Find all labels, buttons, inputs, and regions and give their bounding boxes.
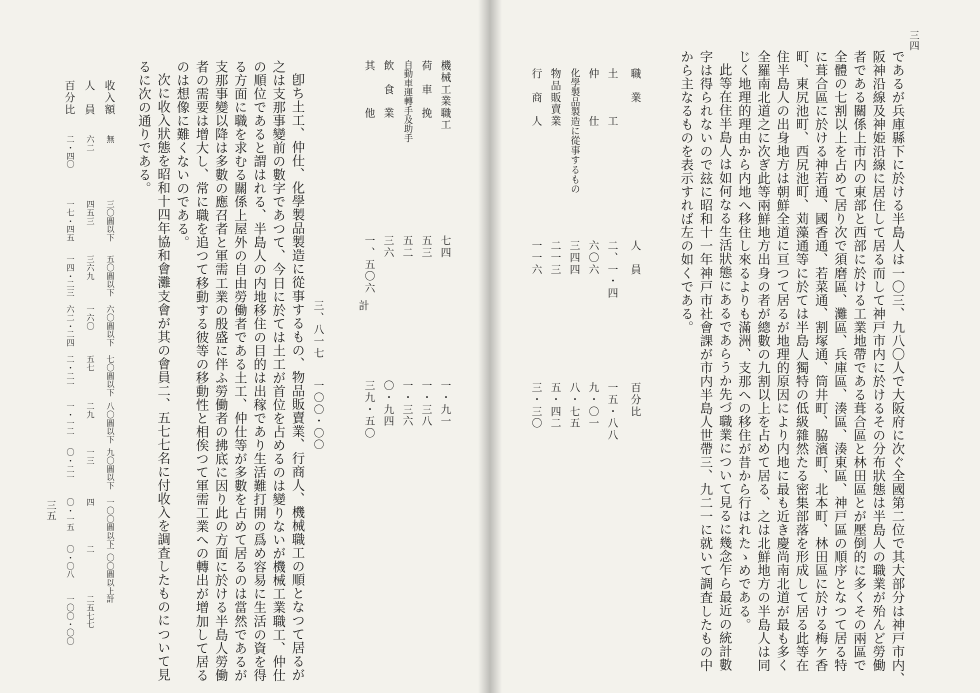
- table-row-persons: 七四: [439, 235, 452, 259]
- income-header-value: 三〇圓以下: [106, 200, 115, 242]
- table-header-occupation: 職 業: [629, 68, 642, 104]
- income-persons-value: 一三: [86, 448, 95, 465]
- table-row-percent: 一・三六: [401, 380, 414, 428]
- table-row-persons: 二一三: [549, 240, 562, 276]
- body-line: 之は支那事變前の數字であつて、今日に於ては土工が首位を占めるのは變りないが機械工業職工、仲仕: [269, 60, 285, 682]
- income-percent-value: 〇・一五: [66, 498, 75, 532]
- page-number: 三四: [907, 30, 918, 51]
- body-line: 次に收入狀態を昭和十四年協和會灘支會が其の會員二、五七七名に付收入を調査したものについて見: [154, 73, 170, 682]
- table-row-occupation: 行 商 人: [530, 68, 543, 127]
- table-row-occupation: 物品販賣業: [549, 68, 562, 127]
- income-header-value: 六〇圓以下: [106, 305, 115, 347]
- income-percent-value: 一〇〇・〇〇: [66, 595, 75, 646]
- income-percent-value: 一・一二: [66, 402, 75, 436]
- table-row-percent: 三九・五〇: [363, 380, 376, 439]
- income-percent-value: 〇・二一: [66, 448, 75, 482]
- income-header-value: 一〇〇圓以下: [106, 498, 115, 549]
- body-line: 阪神沿線及神姫沿線に居住して居る而して神戸市内に於けるその分布狀態は半島人の職業が殆んど勞働: [869, 50, 885, 672]
- table-total-percent: 一〇〇・〇〇: [312, 380, 325, 451]
- income-header-value: 九〇圓以下: [106, 448, 115, 490]
- table-row-percent: 九・〇一: [587, 382, 600, 430]
- income-percent-value: 六二・二四: [66, 305, 75, 347]
- table-row-occupation: 自動車運轉手及助手: [402, 60, 412, 143]
- table-row-occupation: 仲 仕: [587, 68, 600, 127]
- table-row-percent: 〇・九四: [382, 380, 395, 428]
- table-row-persons: 二、一・四: [606, 240, 619, 299]
- table-row-persons: 五二: [401, 235, 414, 259]
- income-header-value: 七〇圓以下: [106, 355, 115, 397]
- table-row-persons: 一、五〇六: [363, 235, 376, 294]
- income-header-value: 計: [106, 595, 115, 604]
- income-header-value: 五〇圓以下: [106, 255, 115, 297]
- income-persons-value: 二九: [86, 402, 95, 419]
- income-percent-value: 〇・〇八: [66, 545, 75, 579]
- income-header-value: 無: [106, 135, 115, 144]
- income-persons-value: 一六〇: [86, 305, 95, 331]
- table-row-percent: 五・四二: [549, 382, 562, 430]
- body-line: に葺合區に於ける神若通、國香通、若菜通、割塚通、筒井町、脇濱町、北本町、林田區に於ける梅ケ香: [812, 50, 828, 672]
- table-row-persons: 三六: [382, 235, 395, 259]
- table-row-persons: 六〇六: [587, 240, 600, 276]
- body-line: 卽ち土工、仲仕、化學製品製造に從事するもの、物品販賣業、行商人、機械職工の順となつて居るが: [289, 73, 304, 682]
- income-persons-value: 五七: [86, 355, 95, 372]
- table-row-persons: 三四四: [568, 240, 581, 276]
- body-line: 者である關係上市内の東部と西部に於ける工業地帶である葺合區と林田區とが壓倒的に多くその兩區で: [850, 50, 866, 672]
- body-line: 全體の七割以上を占めて居り次で須磨區、灘區、兵庫區、湊區、湊東區、神戸區の順序となつて居る特: [831, 50, 847, 672]
- table-row-occupation: 飲 食 業: [382, 60, 395, 119]
- table-row-occupation: 化學製品製造に從事するもの: [568, 68, 580, 194]
- body-line: 者の需要は增大し、常に職を追つて移動する彼等の移動性と相俟つて軍需工業への轉出が增加して居る: [193, 60, 208, 682]
- body-line: であるが兵庫縣下に於ける半島人は一〇三、九八〇人で大阪府に次ぐ全國第二位で其大部分は神戸市内、: [889, 50, 904, 686]
- page-number: 三五: [44, 500, 55, 521]
- body-line: 字は得られないので玆に昭和十一年神戸市社會課が市内半島人世帶三、九二一に就いて調査したもの中: [697, 50, 712, 672]
- body-line: 住半島人の出身地方は朝鮮全道に亘つて居るが地理的原因により内地に最も近き慶尚南北道が最も多く: [773, 50, 789, 672]
- body-line: から主なるものを表示すれば左の如くである。: [677, 50, 693, 334]
- table-row-percent: 八・七五: [568, 382, 581, 430]
- body-line: 町、東尻池町、西尻池町、苅藻通等に於ては半島人獨特の低級雜然たる密集部落を形成して居る此等在: [793, 50, 808, 672]
- income-percent-value: 一七・四五: [66, 200, 75, 242]
- body-line: 此等在住半島人は如何なる生活狀態にあるであらうか先づ職業について見るに幾念乍ら最近の統計數: [716, 63, 732, 672]
- table-total-persons: 三、八一七: [312, 300, 325, 359]
- table-row-percent: 一・三八: [420, 380, 433, 428]
- body-line: じく地理的理由から内地へ移住し來るよりも滿洲、支那への移住が昔から行はれたゝめである。: [735, 50, 751, 632]
- income-persons-value: 三六九: [86, 255, 95, 281]
- income-percent-label: 百分比: [63, 80, 76, 116]
- income-percent-value: 二・四〇: [66, 135, 75, 169]
- table-row-percent: 一五・八八: [606, 382, 619, 441]
- income-persons-value: 二五七七: [86, 595, 95, 629]
- table-total-label: 計: [357, 300, 370, 312]
- income-persons-value: 六二: [86, 135, 95, 152]
- table-row-persons: 五三: [420, 235, 433, 259]
- income-persons-label: 人 員: [83, 80, 96, 116]
- table-row-persons: 一一六: [530, 240, 543, 276]
- body-line: 全羅南北道之に次ぎ此等兩鮮地方出身の者が總數の九割以上を占めて居る、之は北鮮地方の半島人は同: [754, 50, 770, 672]
- table-header-persons: 人 員: [629, 240, 642, 276]
- table-row-percent: 三・三〇: [530, 382, 543, 430]
- table-header-percent: 百分比: [629, 382, 642, 418]
- table-row-occupation: 機械工業職工: [439, 60, 452, 131]
- body-line: 支那事變以降は多數の應召者と軍需工業の殷盛に伴ふ勞働者の拂底に因り此の方面に於ける半島人勞働: [212, 60, 228, 682]
- table-row-occupation: 荷 車 挽: [420, 60, 433, 119]
- table-row-occupation: 土 工: [606, 68, 619, 127]
- right-page: [490, 0, 980, 693]
- table-row-occupation: 其 他: [363, 60, 376, 119]
- income-percent-value: 一四・二三: [66, 255, 75, 297]
- book-gutter: [478, 0, 502, 693]
- income-persons-value: 四五三: [86, 200, 95, 226]
- income-persons-value: 二: [86, 545, 95, 554]
- body-line: る方面に職を求むる關係上屋外の自由勞働者である土工、仲仕等が多數を占めて居るのは當然であるが: [231, 60, 247, 682]
- income-percent-value: 二・二一: [66, 355, 75, 389]
- body-line: の順位であると謂はれる、半島人の内地移住の目的は出稼であり生活難打開の爲め容易に生活の資を得: [250, 60, 266, 682]
- table-row-percent: 一・九一: [439, 380, 452, 428]
- income-header-value: 八〇圓以下: [106, 402, 115, 444]
- income-header-value: 一〇〇圓以上: [106, 545, 115, 596]
- body-line: のは想像に難くないのである。: [173, 60, 189, 250]
- body-line: るに次の通りである。: [135, 60, 151, 196]
- income-persons-value: 四: [86, 498, 95, 507]
- income-header-label: 收入額: [103, 80, 116, 116]
